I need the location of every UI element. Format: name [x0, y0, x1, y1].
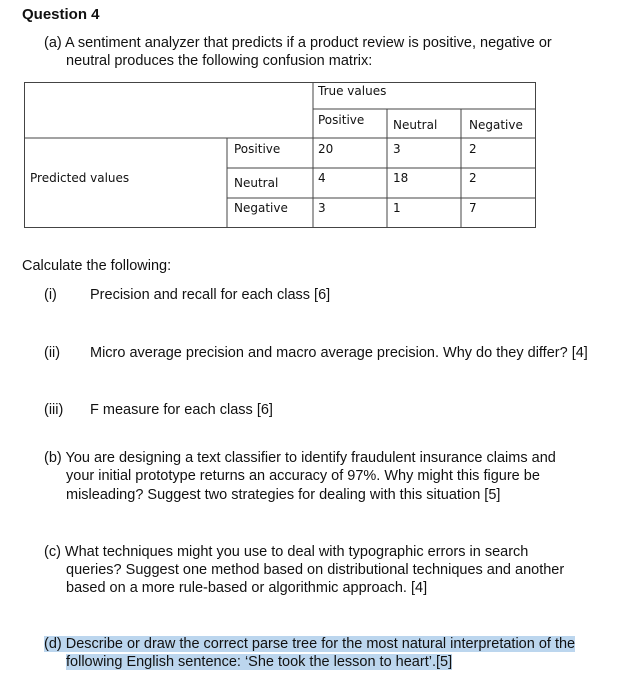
part-d-line-2 [66, 653, 452, 671]
item-ii [44, 344, 588, 362]
item-i [44, 286, 330, 304]
col-header-negative: Negative [469, 118, 523, 132]
part-a-line-2: neutral produces the following confusion matrix: [66, 53, 373, 69]
part-b-line-3: misleading? Suggest two strategies for dealing with this situation [5] [66, 487, 501, 503]
cell-neutral-neutral: 18 [393, 171, 409, 185]
question-title: Question 4 [22, 6, 100, 23]
cell-negative-neutral: 1 [393, 201, 401, 215]
part-d-line-1 [44, 635, 575, 653]
row-header-negative: Negative [234, 201, 288, 215]
confusion-matrix-table [24, 82, 536, 228]
col-header-positive: Positive [318, 113, 365, 127]
item-ii-text: Micro average precision and macro average precision. Why do they differ? [4] [90, 345, 588, 361]
row-header-neutral: Neutral [234, 176, 279, 190]
col-header-neutral: Neutral [393, 118, 438, 132]
cell-positive-neutral: 3 [393, 142, 401, 156]
part-d-line-2-text: following English sentence: ‘She took the lesson to heart’.[5] [66, 654, 453, 670]
cell-positive-negative: 2 [469, 142, 477, 156]
cell-negative-negative: 7 [469, 201, 477, 215]
true-values-header: True values [318, 84, 387, 98]
row-header-positive: Positive [234, 142, 281, 156]
part-b-line-2: your initial prototype returns an accuracy of 97%. Why might this figure be [66, 468, 540, 484]
item-i-text: Precision and recall for each class [6] [90, 287, 331, 303]
predicted-values-label: Predicted values [30, 171, 130, 185]
cell-neutral-positive: 4 [318, 171, 326, 185]
part-c-line-3: based on a more rule-based or algorithmic approach. [4] [66, 580, 428, 596]
cell-positive-positive: 20 [318, 142, 334, 156]
item-iii-number: (iii) [44, 402, 64, 418]
item-ii-number: (ii) [44, 345, 61, 361]
part-b-line-1: (b) You are designing a text classifier to identify fraudulent insurance claims and [44, 450, 556, 466]
item-iii-text: F measure for each class [6] [90, 402, 273, 418]
item-i-number: (i) [44, 287, 57, 303]
part-d-line-1-text: (d) Describe or draw the correct parse tree for the most natural interpretation of the [44, 636, 576, 652]
cell-neutral-negative: 2 [469, 171, 477, 185]
calculate-heading: Calculate the following: [22, 258, 172, 274]
part-a-line-1: (a) A sentiment analyzer that predicts if a product review is positive, negative or [44, 35, 552, 51]
part-c-line-2: queries? Suggest one method based on distributional techniques and another [66, 562, 565, 578]
cell-negative-positive: 3 [318, 201, 326, 215]
part-c-line-1: (c) What techniques might you use to deal with typographic errors in search [44, 544, 529, 560]
item-iii [44, 401, 273, 419]
